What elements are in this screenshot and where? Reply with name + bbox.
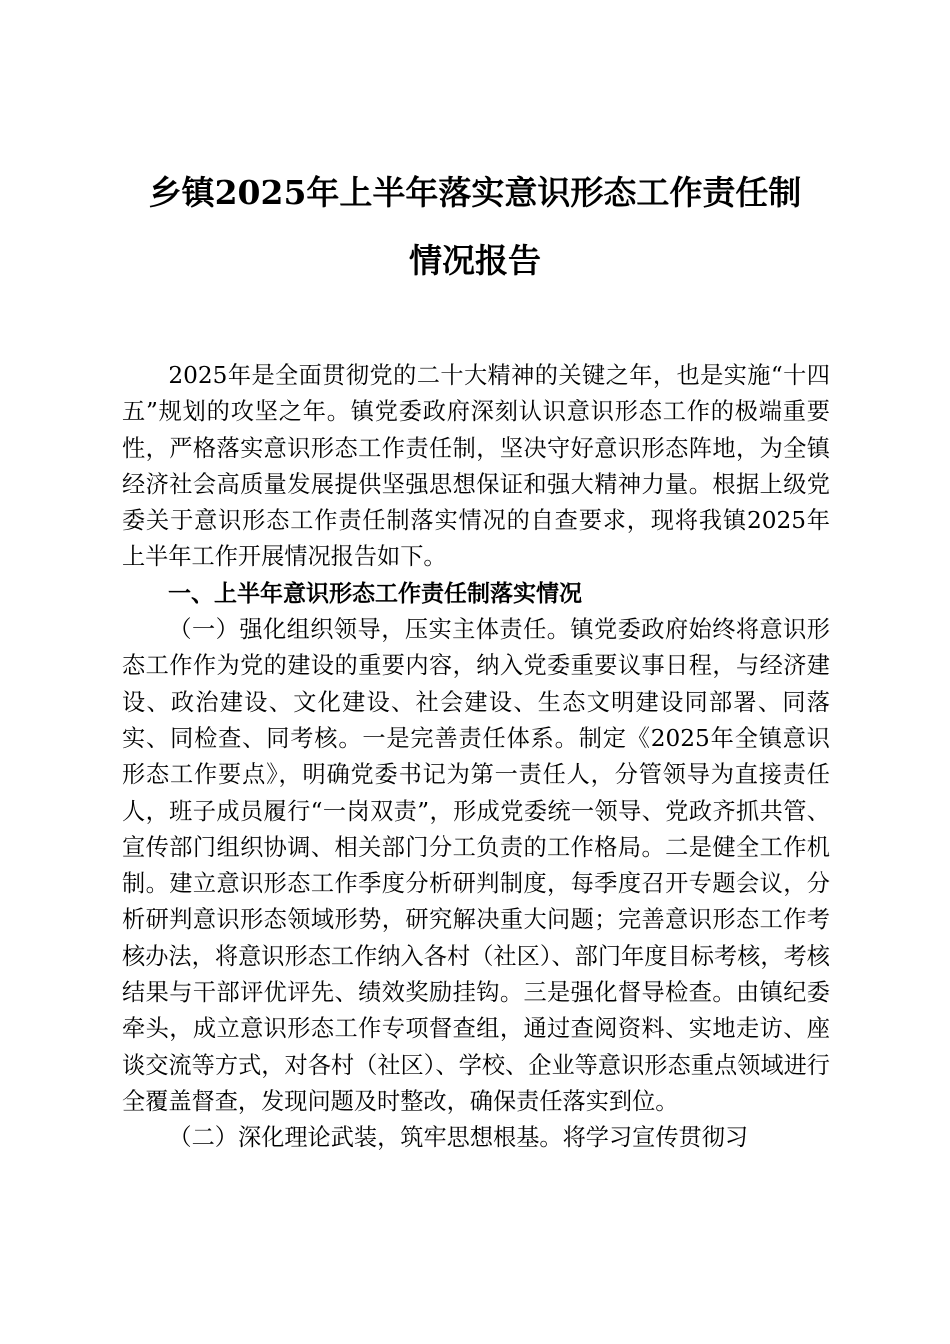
paragraph-theory-study: （二）深化理论武装，筑牢思想根基。将学习宣传贯彻习 xyxy=(168,1124,749,1152)
paragraph-organization-leadership: （一）强化组织领导，压实主体责任。镇党委政府始终将意识形态工作作为党的建设的重要内容，纳入党委重要议事日程，与经济建设、政治建设、文化建设、社会建设、生态文明建设同部署、同落实、同检查、同考核。一是完善责任体系。制定《2025年全镇意识形态工作要点》，明确党委书记为第一责任人，分管领导为直接责任人，班子成员履行“一岗双责”，形成党委统一领导、党政齐抓共管、宣传部门组织协调、相关部门分工负责的工作格局。二是健全工作机制。建立意识形态工作季度分析研判制度，每季度召开专题会议，分析研判意识形态领域形势，研究解决重大问题；完善意识形态工作考核办法，将意识形态工作纳入各村（社区）、部门年度目标考核，考核结果与干部评优评先、绩效奖励挂钩。三是强化督导检查。由镇纪委牵头，成立意识形态工作专项督查组，通过查阅资料、实地走访、座谈交流等方式，对各村（社区）、学校、企业等意识形态重点领域进行全覆盖督查，发现问题及时整改，确保责任落实到位。 xyxy=(122,616,830,1115)
document-title-line-1: 乡镇2025年上半年落实意识形态工作责任制 xyxy=(148,173,802,212)
section-1-heading: 一、上半年意识形态工作责任制落实情况 xyxy=(168,580,582,607)
document-body xyxy=(122,358,830,1157)
intro-paragraph: 2025年是全面贯彻党的二十大精神的关键之年，也是实施“十四五”规划的攻坚之年。镇党委政府深刻认识意识形态工作的极端重要性，严格落实意识形态工作责任制，坚决守好意识形态阵地，为全镇经济社会高质量发展提供坚强思想保证和强大精神力量。根据上级党委关于意识形态工作责任制落实情况的自查要求，现将我镇2025年上半年工作开展情况报告如下。 xyxy=(122,362,830,571)
document-title-line-2: 情况报告 xyxy=(409,241,541,280)
